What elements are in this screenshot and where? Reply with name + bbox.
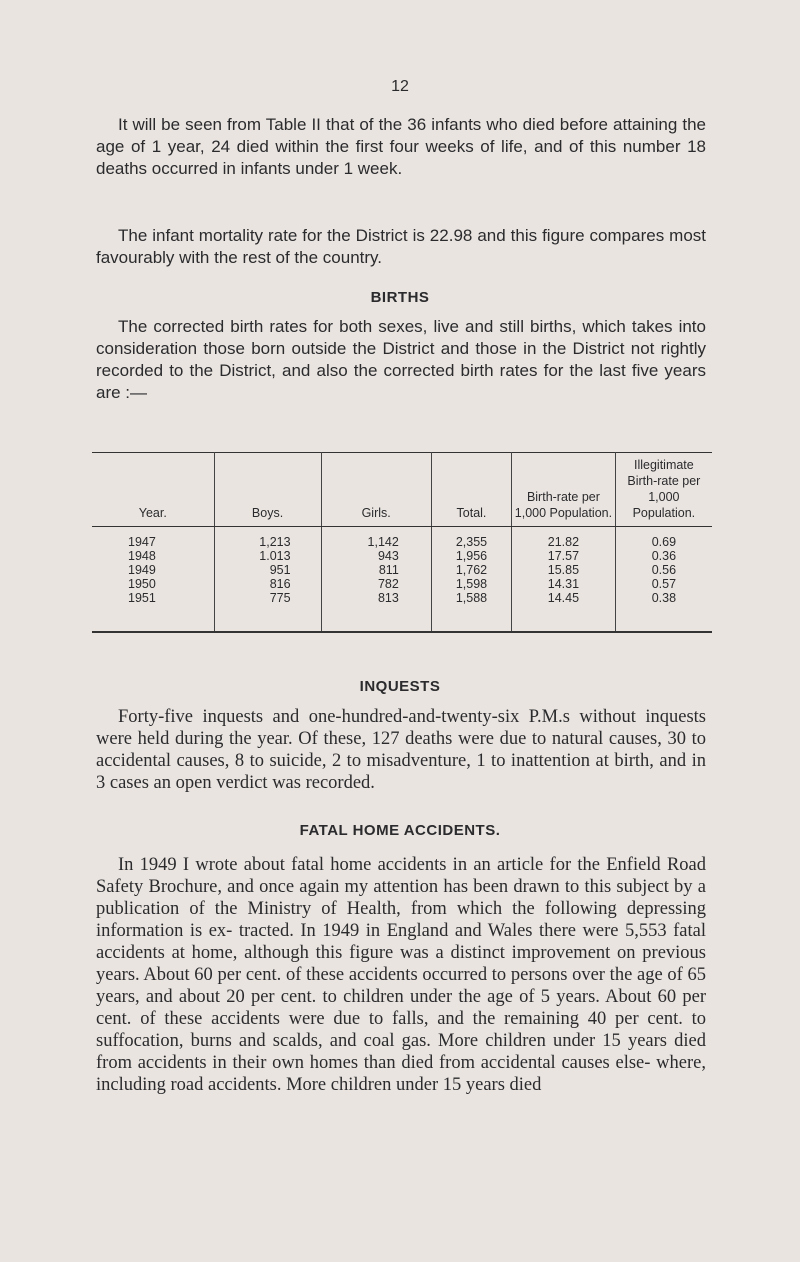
table-row [92,549,712,563]
cell-boys: 951 [214,563,321,577]
cell-birth-rate: 17.57 [512,549,616,563]
cell-total: 2,355 [431,527,511,550]
cell-year: 1950 [128,577,156,591]
cell-birth-rate: 14.45 [512,591,616,632]
inquests-paragraph: Forty-five inquests and one-hundred-and-twenty-six P.M.s without inquests were held during the year. Of these, 127 deaths were due to natural causes, 30 to accidental causes, 8 to suicide, 2 to misadventure, 1 to inattention at birth, and in 3 cases an open verdict was recorded. [96,707,706,793]
cell-year: 1948 [128,549,156,563]
page-number: 12 [391,78,409,95]
column-header-total: Total. [431,453,511,527]
table-row [92,527,712,550]
column-header-illegitimate-birth-rate: Illegitimate Birth-rate per 1,000 Population. [615,453,712,527]
column-header-birth-rate: Birth-rate per 1,000 Population. [512,453,616,527]
cell-birth-rate: 21.82 [512,527,616,550]
births-paragraph: The corrected birth rates for both sexes, live and still births, which takes into consideration those born outside the District and those in the District not rightly recorded to the District, and also the corrected birth rates for the last five years are :— [96,317,706,402]
cell-illegitimate-rate: 0.38 [615,591,712,632]
cell-illegitimate-rate: 0.57 [615,577,712,591]
table-header-row [92,453,712,527]
cell-total: 1,598 [431,577,511,591]
births-heading: BIRTHS [370,289,430,306]
cell-girls: 811 [321,563,431,577]
table-row [92,591,712,632]
cell-total: 1,762 [431,563,511,577]
cell-illegitimate-rate: 0.36 [615,549,712,563]
column-header-boys: Boys. [214,453,321,527]
cell-girls: 943 [321,549,431,563]
cell-girls: 782 [321,577,431,591]
column-header-year: Year. [92,453,214,527]
cell-year: 1951 [128,591,156,605]
cell-boys: 1,213 [214,527,321,550]
cell-boys: 1.013 [214,549,321,563]
cell-birth-rate: 14.31 [512,577,616,591]
cell-girls: 813 [321,591,431,632]
intro-paragraph-2: The infant mortality rate for the District is 22.98 and this figure compares most favourably with the rest of the country. [96,226,706,267]
cell-year: 1949 [128,563,156,577]
birth-rates-table [92,452,712,633]
cell-total: 1,588 [431,591,511,632]
cell-girls: 1,142 [321,527,431,550]
fatal-home-accidents-paragraph: In 1949 I wrote about fatal home accidents in an article for the Enfield Road Safety Brochure, and once again my attention has been drawn to this subject by a publication of the Ministry of Health, from which the following depressing information is ex- tracted. In 1949 in England and Wales there were 5,553 fatal accidents at home, although this figure was a distinct improvement on previous years. About 60 per cent. of these accidents occurred to persons over the age of 65 years, and about 20 per cent. to children under the age of 5 years. About 60 per cent. of these accidents were due to falls, and the remaining 40 per cent. to suffocation, burns and scalds, and coal gas. More children under 15 years died from accidents in their own homes than died from accidental causes else- where, including road accidents. More children under 15 years died [96,855,706,1095]
table-row [92,577,712,591]
cell-boys: 816 [214,577,321,591]
column-header-girls: Girls. [321,453,431,527]
inquests-heading: INQUESTS [359,678,441,695]
cell-boys: 775 [214,591,321,632]
cell-illegitimate-rate: 0.56 [615,563,712,577]
cell-illegitimate-rate: 0.69 [615,527,712,550]
intro-paragraph-1: It will be seen from Table II that of the 36 infants who died before attaining the age of 1 year, 24 died within the first four weeks of life, and of this number 18 deaths occurred in infants under 1 week. [96,115,706,178]
cell-year: 1947 [128,535,156,549]
table-row [92,563,712,577]
fatal-home-accidents-heading: FATAL HOME ACCIDENTS. [299,822,501,839]
cell-total: 1,956 [431,549,511,563]
cell-birth-rate: 15.85 [512,563,616,577]
